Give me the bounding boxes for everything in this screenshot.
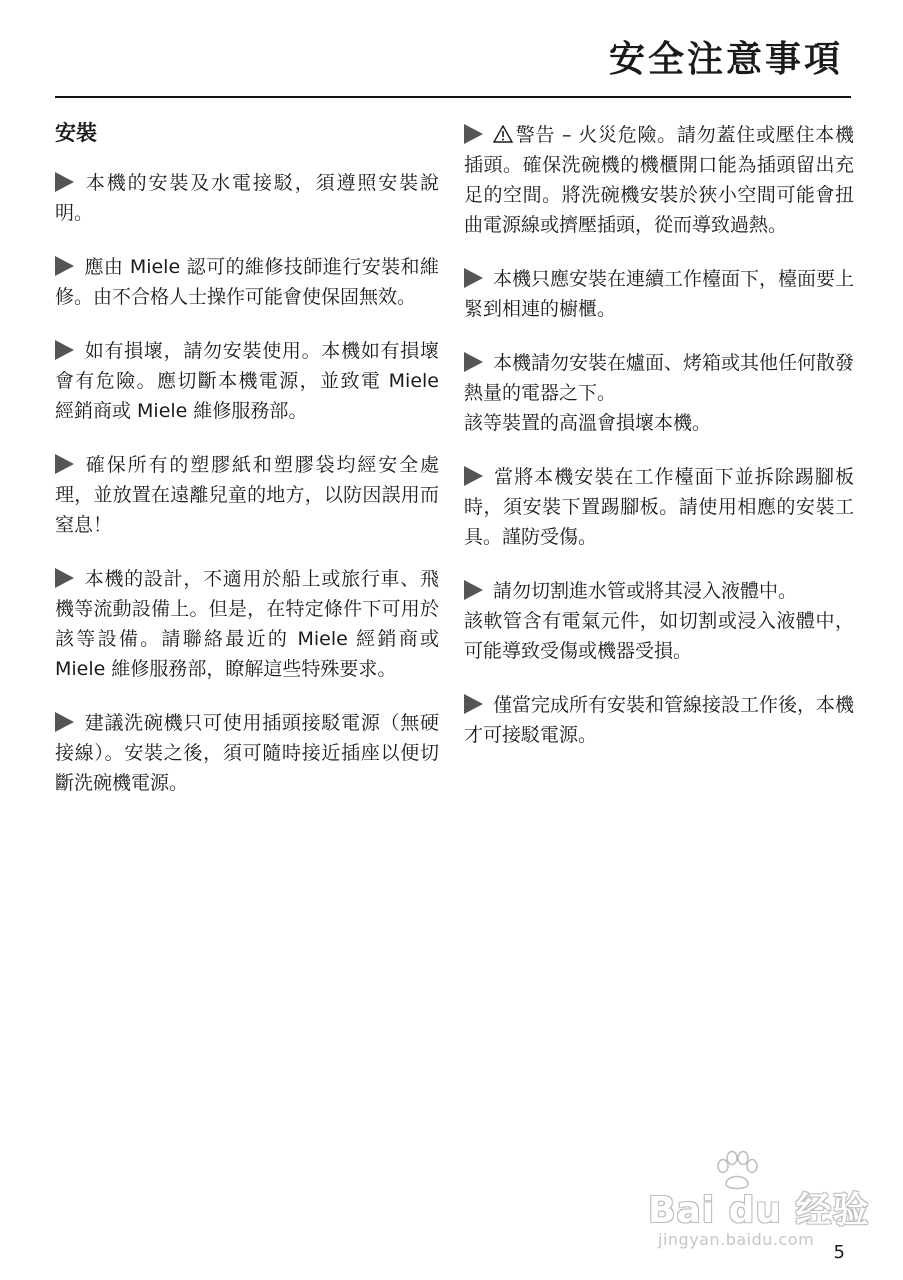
safety-item — [55, 450, 439, 540]
safety-item — [55, 168, 439, 228]
triangle-bullet-icon — [55, 712, 74, 732]
safety-item-text: 如有損壞，請勿安裝使用。本機如有損壞會有危險。應切斷本機電源，並致電 Miele 經銷商或 Miele 維修服務部。 — [55, 340, 439, 422]
right-column — [464, 112, 854, 774]
safety-item — [55, 708, 439, 798]
page-header — [0, 0, 903, 100]
triangle-bullet-icon — [55, 256, 74, 276]
safety-item-text: 警告 – 火災危險。請勿蓋住或壓住本機插頭。確保洗碗機的機櫃開口能為插頭留出充足的空間。將洗碗機安裝於狹小空間可能會扭曲電源線或擠壓插頭，從而導致過熱。 — [464, 124, 854, 236]
safety-item-text: 本機的設計，不適用於船上或旅行車、飛機等流動設備上。但是，在特定條件下可用於該等設備。請聯絡最近的 Miele 經銷商或 Miele 維修服務部，瞭解這些特殊要求。 — [55, 568, 439, 680]
safety-item — [464, 576, 854, 666]
safety-item-extra: 該等裝置的高溫會損壞本機。 — [464, 412, 712, 434]
safety-item — [55, 336, 439, 426]
safety-item-text: 建議洗碗機只可使用插頭接駁電源（無硬接線）。安裝之後，須可隨時接近插座以便切斷洗碗機電源。 — [55, 712, 439, 794]
section-heading: 安裝 — [55, 121, 97, 145]
triangle-bullet-icon — [464, 124, 483, 144]
safety-item-text: 確保所有的塑膠紙和塑膠袋均經安全處理，並放置在遠離兒童的地方，以防因誤用而窒息！ — [55, 454, 439, 536]
safety-item-warning — [464, 120, 854, 240]
watermark-brand: Bai du 经验 — [648, 1190, 870, 1231]
watermark-url: jingyan.baidu.com — [658, 1230, 815, 1249]
page-title: 安全注意事項 — [608, 39, 843, 80]
triangle-bullet-icon — [464, 580, 483, 600]
safety-item-text: 本機只應安裝在連續工作檯面下，檯面要上緊到相連的櫥櫃。 — [464, 268, 855, 320]
triangle-bullet-icon — [464, 694, 483, 714]
left-column — [55, 112, 439, 822]
safety-item-text: 應由 Miele 認可的維修技師進行安裝和維修。由不合格人士操作可能會使保固無效。 — [55, 256, 439, 308]
triangle-bullet-icon — [464, 352, 483, 372]
safety-item-text: 僅當完成所有安裝和管線接設工作後，本機才可接駁電源。 — [464, 694, 855, 746]
safety-item-extra: 該軟管含有電氣元件，如切割或浸入液體中，可能導致受傷或機器受損。 — [464, 610, 854, 662]
triangle-bullet-icon — [55, 172, 74, 192]
watermark — [640, 1150, 870, 1250]
safety-item — [464, 348, 854, 438]
safety-item — [464, 462, 854, 552]
safety-item — [464, 264, 854, 324]
safety-item-text: 本機的安裝及水電接駁，須遵照安裝說明。 — [55, 172, 439, 224]
triangle-bullet-icon — [55, 340, 74, 360]
page-number: 5 — [833, 1242, 845, 1263]
triangle-bullet-icon — [55, 454, 74, 474]
safety-item — [55, 564, 439, 684]
safety-item-text: 本機請勿安裝在爐面、烤箱或其他任何散發熱量的電器之下。 — [464, 352, 855, 404]
safety-item-text: 當將本機安裝在工作檯面下並拆除踢腳板時，須安裝下置踢腳板。請使用相應的安裝工具。謹防受傷。 — [464, 466, 854, 548]
safety-item — [55, 252, 439, 312]
warning-triangle-icon — [493, 125, 513, 143]
header-rule — [55, 96, 851, 98]
triangle-bullet-icon — [55, 568, 74, 588]
safety-item-text: 請勿切割進水管或將其浸入液體中。 — [493, 580, 798, 602]
triangle-bullet-icon — [464, 268, 483, 288]
safety-item — [464, 690, 854, 750]
triangle-bullet-icon — [464, 466, 483, 486]
